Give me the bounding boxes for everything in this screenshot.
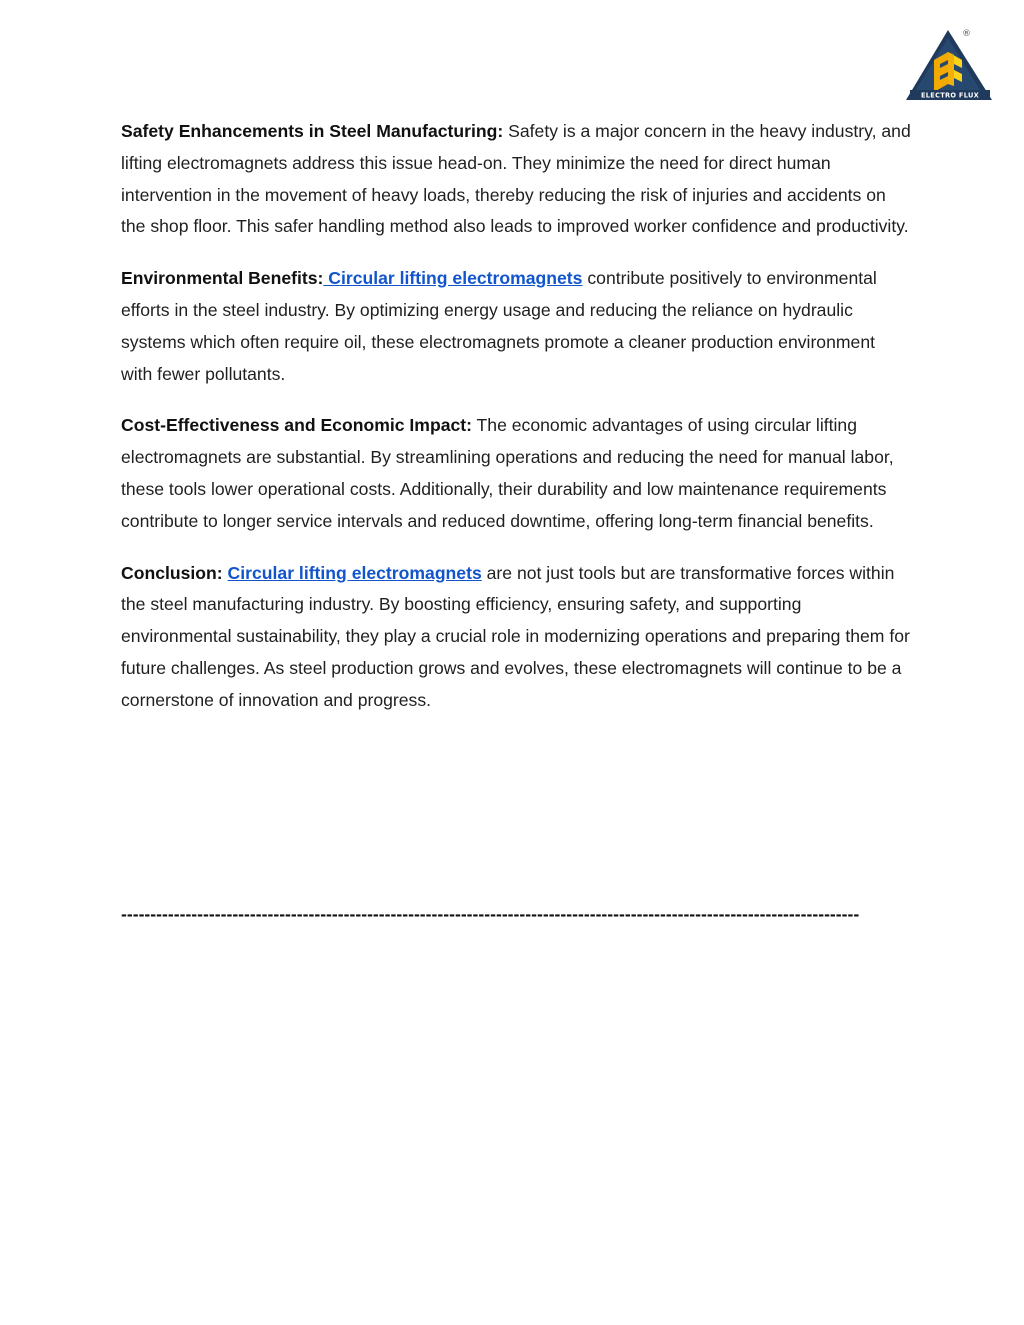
- link-circular-lifting-electromagnets-conclusion[interactable]: Circular lifting electromagnets: [227, 562, 482, 583]
- text-cost: The economic advantages of using circular lifting electromagnets are substantial. By streamlining operations and reducing the need for manual labor, these tools lower operational costs. Additionally, their durability and low maintenance requirements contribute to longer service intervals and reduced downtime, offering long-term financial benefits.: [121, 415, 894, 531]
- document-body: [121, 116, 911, 737]
- paragraph-cost: [121, 410, 911, 537]
- paragraph-safety: [121, 116, 911, 243]
- link-circular-lifting-electromagnets[interactable]: Circular lifting electromagnets: [323, 268, 583, 289]
- logo-brand-text: ELECTRO FLUX: [920, 91, 980, 100]
- heading-environmental: Environmental Benefits:: [121, 268, 324, 289]
- heading-safety: Safety Enhancements in Steel Manufacturing:: [121, 121, 504, 141]
- text-safety: Safety is a major concern in the heavy industry, and lifting electromagnets address this issue head-on. They minimize the need for direct human intervention in the movement of heavy loads, thereby reducing the risk of injuries and accidents on the shop floor. This safer handling method also leads to improved worker confidence and productivity.: [121, 121, 911, 237]
- text-environmental: contribute positively to environmental efforts in the steel industry. By optimizing energy usage and reducing the reliance on hydraulic systems which often require oil, these electromagnets promote a cleaner production environment with fewer pollutants.: [121, 268, 877, 384]
- registered-mark: ®: [962, 29, 971, 39]
- paragraph-environmental: [121, 263, 911, 390]
- electroflux-logo: [904, 24, 996, 106]
- heading-conclusion: Conclusion:: [121, 562, 223, 583]
- heading-cost: Cost-Effectiveness and Economic Impact:: [121, 415, 472, 436]
- paragraph-conclusion: [121, 558, 911, 717]
- dashed-divider: ------------------------------------------------------------------------------------------------------------------------------: [121, 904, 860, 924]
- text-conclusion: are not just tools but are transformative forces within the steel manufacturing industry. By boosting efficiency, ensuring safety, and supporting environmental sustainability, they play a crucial role in modernizing operations and preparing them for future challenges. As steel production grows and evolves, these electromagnets will continue to be a cornerstone of innovation and progress.: [121, 562, 910, 710]
